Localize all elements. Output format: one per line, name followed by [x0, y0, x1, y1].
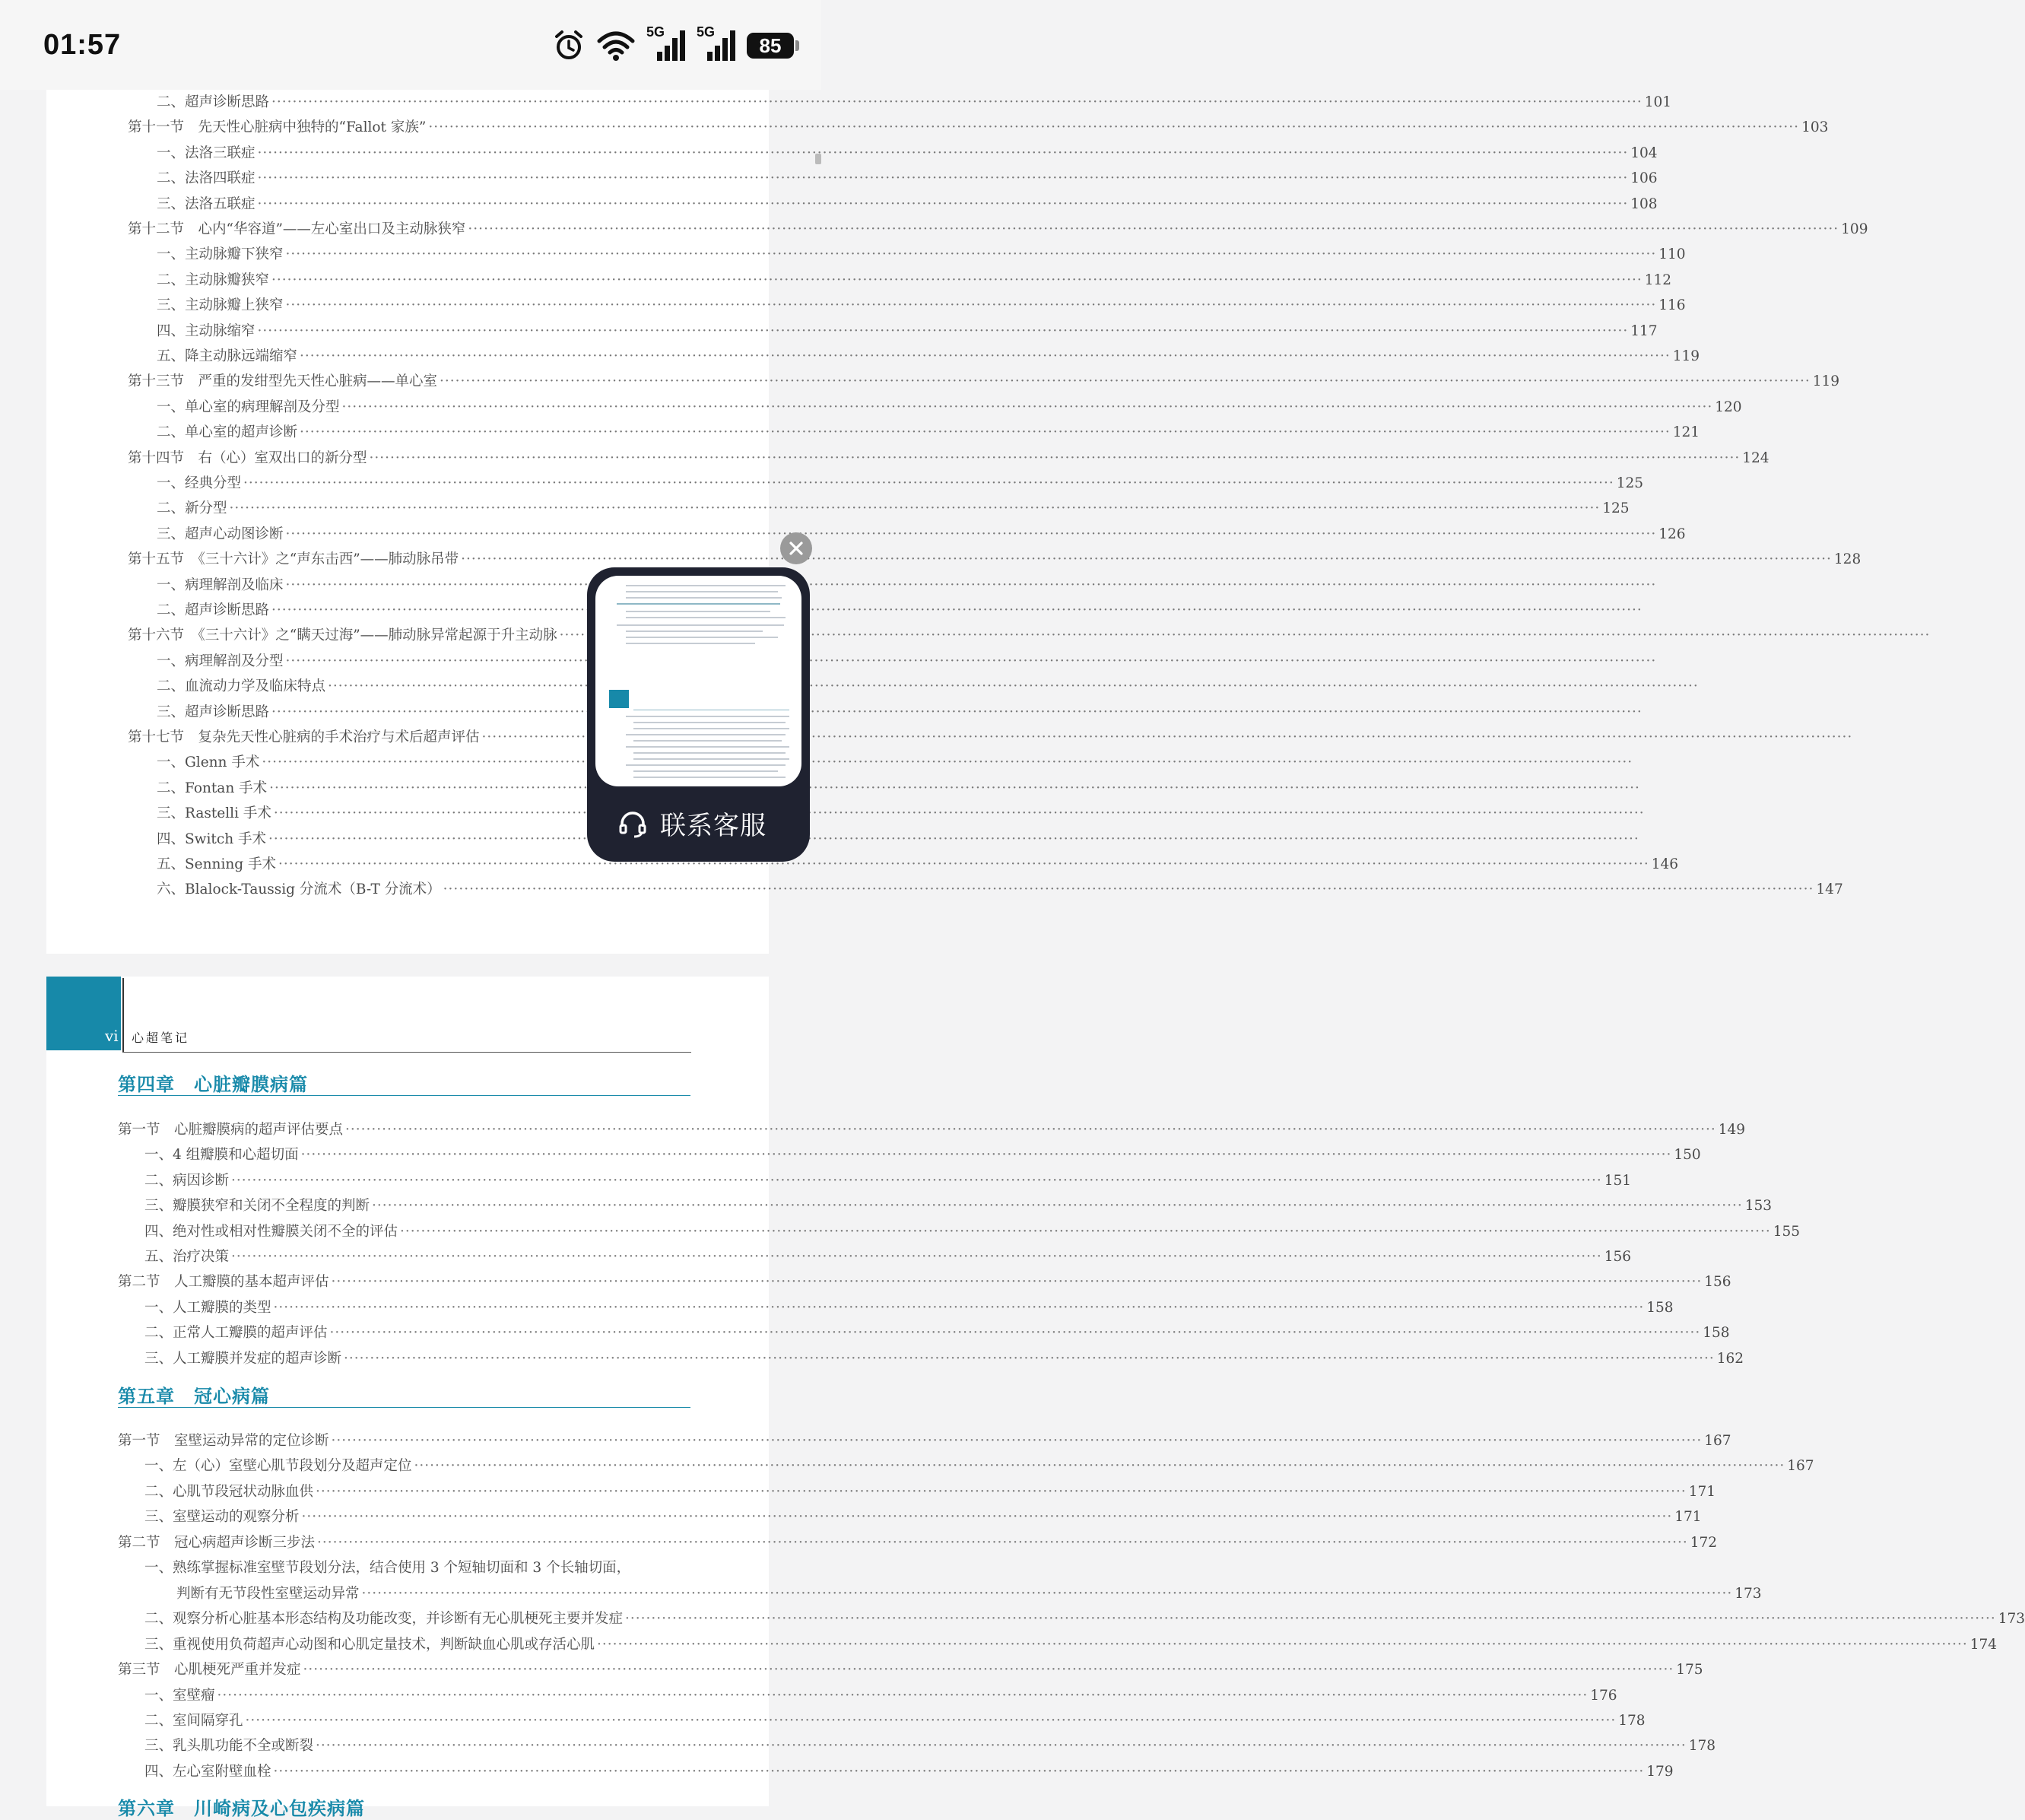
toc-page-number: 179: [1646, 1763, 1674, 1780]
toc-leader-dots: [362, 1586, 1733, 1602]
toc-page-number: 106: [1630, 170, 1658, 187]
toc-page-number: 108: [1630, 195, 1658, 212]
toc-entry-title: 四、左心室附壁血栓: [144, 1763, 271, 1780]
toc-entry-title: 二、观察分析心脏基本形态结构及功能改变，并诊断有无心肌梗死主要并发症: [144, 1611, 624, 1628]
toc-entry-title: 四、绝对性或相对性瓣膜关闭不全的评估: [144, 1223, 398, 1240]
toc-leader-dots: [278, 856, 1649, 872]
toc-subsection-entry: [157, 523, 1686, 543]
toc-subsection-entry: [157, 421, 1700, 441]
close-icon: [788, 540, 805, 557]
network-type-1: 5G: [646, 24, 665, 40]
running-header-title: 心超笔记: [132, 1031, 190, 1045]
toc-entry-title: 二、单心室的超声诊断: [157, 424, 298, 441]
toc-page-number: 171: [1674, 1509, 1702, 1526]
toc-entry-title: 第十四节 右（心）室双出口的新分型: [128, 449, 367, 466]
toc-entry-title: 第十六节 《三十六计》之“瞒天过海”——肺动脉异常起源于升主动脉: [128, 627, 557, 644]
toc-entry-title: 一、熟练掌握标准室壁节段划分法，结合使用 3 个短轴切面和 3 个长轴切面，: [144, 1560, 631, 1577]
toc-leader-dots: [286, 577, 1657, 593]
toc-leader-dots: [597, 1637, 1968, 1653]
toc-leader-dots: [217, 1688, 1589, 1704]
toc-section-entry: [128, 116, 1829, 136]
toc-page-number: 167: [1704, 1433, 1731, 1449]
header-divider: [122, 978, 124, 1052]
toc-entry-title: 三、室壁运动的观察分析: [144, 1509, 300, 1526]
toc-leader-dots: [345, 1122, 1716, 1138]
toc-page-number: 173: [1735, 1585, 1762, 1602]
toc-leader-dots: [286, 246, 1657, 262]
toc-subsection-entry: [157, 167, 1658, 187]
toc-page-number: 151: [1604, 1172, 1632, 1189]
toc-page-number: 110: [1658, 246, 1686, 263]
toc-page-number: 119: [1812, 373, 1840, 390]
toc-subsection-entry: [157, 472, 1644, 492]
close-widget-button[interactable]: [780, 532, 812, 564]
toc-page-number: 178: [1618, 1712, 1646, 1729]
toc-section-entry: [118, 1430, 1731, 1450]
toc-leader-dots: [274, 1300, 1645, 1316]
toc-entry-title: 第十一节 先天性心脏病中独特的“Fallot 家族”: [128, 119, 427, 136]
toc-entry-title: 三、超声心动图诊断: [157, 526, 284, 542]
toc-leader-dots: [332, 1274, 1703, 1290]
toc-entry-title: 第三节 心肌梗死严重并发症: [118, 1662, 301, 1679]
toc-entry-title: 一、病理解剖及临床: [157, 576, 284, 593]
toc-subsection-entry: [144, 1297, 1674, 1317]
toc-leader-dots: [271, 704, 1643, 720]
toc-leader-dots: [286, 297, 1657, 313]
toc-subsection-entry: [144, 1506, 1702, 1526]
toc-subsection-entry: [176, 1583, 1762, 1602]
toc-entry-title: 二、法洛四联症: [157, 170, 256, 187]
toc-leader-dots: [271, 272, 1643, 288]
toc-page-number: 125: [1602, 500, 1630, 517]
toc-leader-dots: [301, 1147, 1672, 1163]
status-time: 01:57: [43, 29, 122, 61]
signal-bars-icon: [646, 27, 686, 64]
toc-page-number: 147: [1816, 881, 1843, 898]
toc-page-number: 112: [1644, 272, 1672, 288]
toc-entry-title: 二、病因诊断: [144, 1172, 230, 1189]
status-icons: [552, 24, 794, 64]
toc-section-entry: [128, 370, 1840, 390]
toc-page-number: 155: [1773, 1223, 1801, 1240]
customer-service-widget[interactable]: [587, 567, 810, 862]
toc-page-number: 121: [1672, 424, 1700, 441]
header-rule: [122, 1052, 691, 1053]
toc-subsection-entry: [144, 1557, 687, 1577]
toc-entry-title: 二、血流动力学及临床特点: [157, 678, 326, 695]
battery-level: 85: [759, 33, 782, 57]
toc-leader-dots: [258, 196, 1629, 212]
toc-page-number: 175: [1676, 1662, 1703, 1679]
toc-leader-dots: [317, 1535, 1688, 1551]
toc-subsection-entry: [144, 1735, 1716, 1755]
toc-page-number: 101: [1644, 94, 1672, 110]
toc-leader-dots: [370, 450, 1741, 466]
toc-page-number: 173: [1998, 1611, 2025, 1628]
toc-leader-dots: [328, 678, 1699, 694]
toc-leader-dots: [269, 780, 1640, 796]
battery-indicator: [747, 33, 794, 59]
toc-page-number: 119: [1672, 348, 1700, 364]
toc-leader-dots: [316, 1484, 1687, 1500]
toc-subsection-entry: [144, 1608, 2025, 1628]
toc-subsection-entry: [157, 193, 1658, 213]
toc-page-number: 158: [1703, 1325, 1730, 1342]
toc-entry-title: 三、主动脉瓣上狭窄: [157, 297, 284, 314]
toc-entry-title: 三、人工瓣膜并发症的超声诊断: [144, 1350, 342, 1367]
customer-service-label-row[interactable]: [617, 805, 767, 842]
customer-service-label: 联系客服: [660, 811, 767, 841]
toc-subsection-entry: [144, 1348, 1744, 1367]
toc-subsection-entry: [144, 1481, 1716, 1501]
toc-leader-dots: [440, 373, 1811, 389]
toc-leader-dots: [400, 1224, 1771, 1240]
toc-subsection-entry: [157, 396, 1742, 416]
toc-subsection-entry: [144, 1221, 1801, 1240]
toc-entry-title: 第二节 人工瓣膜的基本超声评估: [118, 1274, 329, 1291]
toc-page-number: 162: [1716, 1350, 1744, 1367]
toc-page-number: 120: [1715, 399, 1742, 415]
toc-page-number: 150: [1674, 1147, 1701, 1164]
toc-page-number: 146: [1651, 856, 1679, 872]
toc-entry-title: 一、人工瓣膜的类型: [144, 1299, 271, 1316]
chapter-4-rule: [118, 1095, 690, 1096]
signal-bars-icon: [697, 27, 736, 64]
toc-entry-title: 一、室壁瘤: [144, 1687, 215, 1704]
toc-subsection-entry: [157, 142, 1658, 162]
toc-leader-dots: [303, 1662, 1674, 1678]
toc-entry-title: 一、单心室的病理解剖及分型: [157, 399, 340, 415]
toc-subsection-entry: [144, 1685, 1617, 1704]
network-type-2: 5G: [697, 24, 716, 40]
toc-leader-dots: [271, 602, 1643, 618]
toc-entry-title: 二、超声诊断思路: [157, 94, 270, 110]
toc-entry-title: 第一节 心脏瓣膜病的超声评估要点: [118, 1122, 344, 1138]
toc-leader-dots: [262, 754, 1633, 770]
toc-section-entry: [118, 1271, 1731, 1291]
toc-entry-title: 一、主动脉瓣下狭窄: [157, 246, 284, 263]
scroll-edge-marker[interactable]: [815, 154, 821, 164]
toc-leader-dots: [230, 500, 1601, 516]
toc-entry-title: 一、左（心）室壁心肌节段划分及超声定位: [144, 1458, 412, 1475]
toc-entry-title: 三、超声诊断思路: [157, 704, 270, 720]
toc-leader-dots: [428, 119, 1799, 135]
toc-subsection-entry: [144, 1144, 1701, 1164]
toc-page-number: 109: [1841, 221, 1868, 237]
toc-entry-title: 第十二节 心内“华容道”——左心室出口及主动脉狭窄: [128, 221, 466, 237]
toc-leader-dots: [332, 1433, 1703, 1449]
toc-leader-dots: [414, 1458, 1785, 1474]
toc-subsection-entry: [157, 345, 1700, 365]
toc-leader-dots: [372, 1198, 1743, 1214]
toc-entry-title: 五、Senning 手术: [157, 856, 277, 872]
toc-section-entry: [128, 548, 1862, 568]
toc-leader-dots: [258, 170, 1629, 186]
toc-section-entry: [128, 218, 1868, 238]
toc-page-number: 126: [1658, 526, 1686, 542]
alarm-icon: [552, 29, 586, 62]
toc-subsection-entry: [144, 1761, 1674, 1780]
toc-leader-dots: [300, 348, 1671, 364]
toc-entry-title: 一、病理解剖及分型: [157, 653, 284, 669]
toc-entry-title: 第十五节 《三十六计》之“声东击西”——肺动脉吊带: [128, 551, 459, 568]
toc-subsection-entry: [144, 1195, 1773, 1215]
toc-section-entry: [118, 1659, 1703, 1679]
toc-leader-dots: [344, 1351, 1715, 1367]
toc-page-number: 172: [1690, 1534, 1718, 1551]
toc-leader-dots: [461, 551, 1832, 567]
document-preview-thumbnail: [595, 576, 801, 786]
toc-section-entry: [118, 1532, 1718, 1552]
toc-entry-title: 一、经典分型: [157, 475, 242, 491]
status-bar: [0, 0, 821, 90]
chapter-5-title: 第五章 冠心病篇: [118, 1386, 270, 1407]
toc-leader-dots: [274, 1764, 1645, 1780]
toc-entry-title: 三、重视使用负荷超声心动图和心肌定量技术，判断缺血心肌或存活心肌: [144, 1636, 595, 1653]
toc-entry-title: 二、心肌节段冠状动脉血供: [144, 1483, 314, 1500]
chapter-6-title: 第六章 川崎病及心包疾病篇: [118, 1798, 365, 1819]
toc-leader-dots: [286, 526, 1657, 542]
toc-page-number: 156: [1604, 1249, 1632, 1265]
toc-subsection-entry: [144, 1710, 1646, 1729]
toc-entry-title: 五、治疗决策: [144, 1249, 230, 1265]
toc-page-number: 174: [1969, 1636, 1998, 1653]
toc-page-number: 117: [1630, 322, 1658, 339]
toc-page-number: 125: [1616, 475, 1644, 491]
toc-page-number: 104: [1630, 145, 1658, 161]
toc-entry-title: 第一节 室壁运动异常的定位诊断: [118, 1433, 329, 1449]
toc-entry-title: 四、主动脉缩窄: [157, 322, 256, 339]
toc-page-number: 176: [1590, 1687, 1617, 1704]
toc-section-entry: [118, 1119, 1746, 1139]
toc-entry-title: 第十三节 严重的发绀型先天性心脏病——单心室: [128, 373, 438, 390]
toc-leader-dots: [246, 1713, 1617, 1729]
toc-page-number: 167: [1787, 1458, 1814, 1475]
toc-subsection-entry: [144, 1634, 1998, 1653]
toc-entry-title: 三、Rastelli 手术: [157, 805, 271, 822]
page-number-roman: vi: [105, 1027, 119, 1045]
toc-leader-dots: [330, 1325, 1701, 1341]
toc-page-number: 149: [1718, 1122, 1746, 1138]
toc-leader-dots: [342, 399, 1713, 415]
toc-leader-dots: [443, 881, 1814, 897]
toc-entry-title: 二、Fontan 手术: [157, 780, 268, 796]
cellular-signal-2: [697, 24, 736, 64]
toc-leader-dots: [258, 145, 1629, 161]
toc-leader-dots: [258, 323, 1629, 339]
toc-leader-dots: [468, 221, 1839, 237]
toc-entry-title: 第二节 冠心病超声诊断三步法: [118, 1534, 316, 1551]
toc-entry-title: 二、新分型: [157, 500, 227, 517]
toc-subsection-entry: [144, 1246, 1632, 1266]
toc-entry-title: 二、主动脉瓣狭窄: [157, 272, 270, 288]
wifi-icon: [596, 29, 636, 62]
toc-subsection-entry: [157, 243, 1686, 263]
toc-page-number: 116: [1658, 297, 1686, 314]
toc-leader-dots: [243, 475, 1614, 491]
toc-entry-title: 三、乳头肌功能不全或断裂: [144, 1738, 314, 1755]
toc-page-number: 158: [1646, 1299, 1674, 1316]
toc-leader-dots: [300, 424, 1671, 440]
toc-subsection-entry: [157, 294, 1686, 314]
chapter-5-rule: [118, 1407, 690, 1408]
toc-leader-dots: [316, 1738, 1687, 1754]
toc-leader-dots: [231, 1249, 1602, 1265]
toc-entry-title: 一、4 组瓣膜和心超切面: [144, 1147, 299, 1164]
toc-subsection-entry: [157, 91, 1672, 111]
toc-entry-title: 六、Blalock-Taussig 分流术（B-T 分流术）: [157, 881, 441, 898]
toc-entry-title: 三、瓣膜狭窄和关闭不全程度的判断: [144, 1198, 370, 1215]
toc-entry-title: 二、室间隔穿孔: [144, 1712, 243, 1729]
toc-subsection-entry: [144, 1322, 1730, 1342]
toc-subsection-entry: [157, 497, 1630, 517]
toc-entry-title: 一、法洛三联症: [157, 145, 256, 161]
toc-entry-title: 一、Glenn 手术: [157, 754, 260, 771]
toc-leader-dots: [274, 805, 1645, 821]
toc-subsection-entry: [144, 1455, 1814, 1475]
toc-entry-title: 五、降主动脉远端缩窄: [157, 348, 298, 364]
cellular-signal-1: [646, 24, 686, 64]
toc-entry-title: 四、Switch 手术: [157, 831, 267, 847]
toc-entry-title: 二、正常人工瓣膜的超声评估: [144, 1325, 328, 1342]
toc-page-number: 128: [1833, 551, 1862, 568]
toc-entry-title: 三、法洛五联症: [157, 195, 256, 212]
toc-leader-dots: [268, 831, 1639, 847]
toc-entry-title: 判断有无节段性室壁运动异常: [176, 1585, 360, 1602]
toc-page-number: 153: [1744, 1198, 1773, 1215]
toc-leader-dots: [231, 1173, 1602, 1189]
toc-page-number: 124: [1742, 449, 1769, 466]
toc-leader-dots: [302, 1509, 1673, 1525]
toc-page-number: 178: [1688, 1738, 1716, 1755]
toc-page-number: 103: [1801, 119, 1829, 136]
toc-leader-dots: [286, 653, 1657, 669]
toc-entry-title: 第十七节 复杂先天性心脏病的手术治疗与术后超声评估: [128, 729, 480, 745]
toc-subsection-entry: [157, 320, 1658, 340]
toc-subsection-entry: [144, 1170, 1632, 1190]
toc-section-entry: [128, 447, 1769, 467]
chapter-4-title: 第四章 心脏瓣膜病篇: [118, 1074, 308, 1095]
toc-page-number: 171: [1688, 1483, 1716, 1500]
toc-page-number: 156: [1704, 1274, 1731, 1291]
headset-icon: [617, 808, 648, 839]
toc-leader-dots: [625, 1611, 1996, 1627]
toc-subsection-entry: [157, 269, 1672, 289]
toc-leader-dots: [271, 94, 1643, 110]
toc-entry-title: 二、超声诊断思路: [157, 602, 270, 618]
toc-subsection-entry: [157, 878, 1843, 898]
